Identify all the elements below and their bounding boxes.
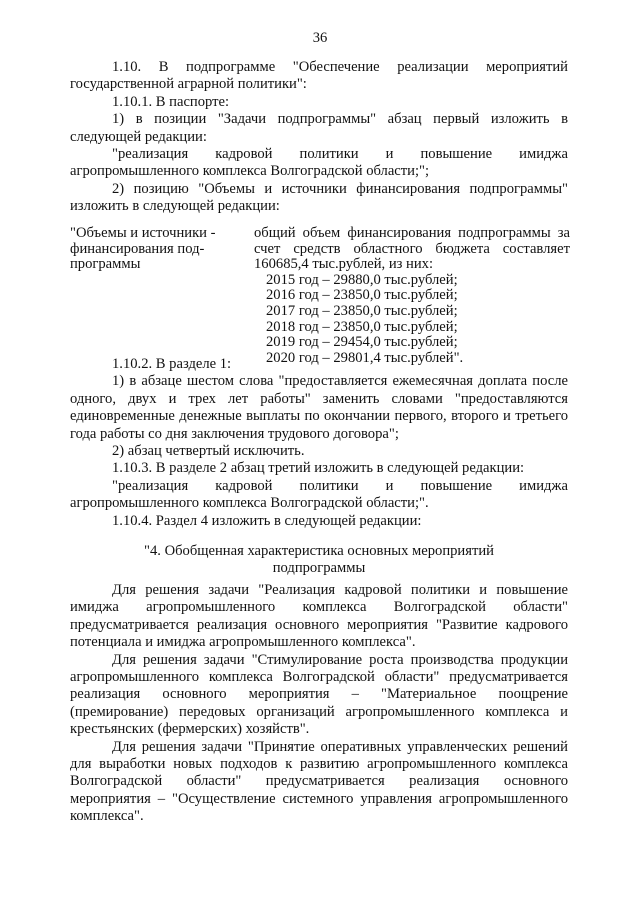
page-number: 36 xyxy=(312,30,328,46)
section-heading-line-2: подпрограммы xyxy=(272,560,366,577)
passport-value xyxy=(254,226,570,366)
paragraph-funding-position: 2) позицию "Объемы и источники финансирования подпрограммы" изложить в следующей редакции: xyxy=(70,180,568,215)
paragraph-section1-item2: 2) абзац четвертый исключить. xyxy=(112,443,305,460)
paragraph-1-10: 1.10. В подпрограмме "Обеспечение реализации мероприятий государственной аграрной политики": xyxy=(70,59,568,93)
funding-year-2016: 2016 год – 23850,0 тыс.рублей; xyxy=(266,287,458,304)
funding-total-text: общий объем финансирования подпрограммы за счет средств областного бюджета составляет 160685,4 тыс.рублей, из них: xyxy=(254,225,570,273)
body-paragraph-2: Для решения задачи "Стимулирование роста производства продукции агропромышленного комплекса Волгоградской области" предусматривается реализация основного мероприятия – "Материальное поощрение (премирование) передовых организаций агропромышленного комплекса и крестьянских (фермерских) хозяйств". xyxy=(70,651,568,738)
paragraph-1-10-3: 1.10.3. В разделе 2 абзац третий изложить в следующей редакции: xyxy=(112,460,525,477)
passport-label-line-1: "Объемы и источники - xyxy=(70,225,216,241)
section-body xyxy=(70,582,568,826)
funding-year-2018: 2018 год – 23850,0 тыс.рублей; xyxy=(266,318,458,335)
amendment-intro xyxy=(70,59,568,216)
funding-year-2015: 2015 год – 29880,0 тыс.рублей; xyxy=(266,271,458,288)
passport-label-line-2: финансирования под- xyxy=(70,240,205,257)
paragraph-tasks-quote: "реализация кадровой политики и повышение имиджа агропромышленного комплекса Волгоградской области;"; xyxy=(70,146,568,180)
section-heading-line-1: "4. Обобщенная характеристика основных мероприятий xyxy=(144,543,494,559)
passport-label xyxy=(70,226,242,273)
paragraph-1-10-2: 1.10.2. В разделе 1: xyxy=(112,356,232,372)
section-heading xyxy=(70,543,568,578)
paragraph-section2-quote: "реализация кадровой политики и повышение имиджа агропромышленного комплекса Волгоградской области;". xyxy=(70,477,568,512)
funding-year-2017: 2017 год – 23850,0 тыс.рублей; xyxy=(266,302,458,319)
body-paragraph-3: Для решения задачи "Принятие оперативных управленческих решений для выработки новых подходов к развитию агропромышленного комплекса Волгоградской области" предусматривается реализация основного мероприятия – "Осуществление системного управления агропромышленного комплекса". xyxy=(70,738,568,825)
body-paragraph-1: Для решения задачи "Реализация кадровой политики и повышение имиджа агропромышленного комплекса Волгоградской области" предусматривается реализация основного мероприятия "Развитие кадрового потенциала и имиджа агропромышленного комплекса". xyxy=(70,582,568,651)
paragraph-1-10-4: 1.10.4. Раздел 4 изложить в следующей редакции: xyxy=(112,512,422,529)
paragraph-1-10-1: 1.10.1. В паспорте: xyxy=(112,93,230,110)
amendment-sections xyxy=(70,356,568,530)
funding-year-2019: 2019 год – 29454,0 тыс.рублей; xyxy=(266,334,458,351)
paragraph-section1-item1: 1) в абзаце шестом слова "предоставляется ежемесячная доплата после одного, двух и трех лет работы" заменить словами "предоставляются единовременные денежные выплаты по окончании первого, второго и третьего года работы со дня заключения трудового договора"; xyxy=(70,373,568,442)
paragraph-tasks-position: 1) в позиции "Задачи подпрограммы" абзац первый изложить в следующей редакции: xyxy=(70,111,568,145)
passport-label-line-3: программы xyxy=(70,256,141,273)
funding-year-2020: 2020 год – 29801,4 тыс.рублей". xyxy=(266,349,464,366)
